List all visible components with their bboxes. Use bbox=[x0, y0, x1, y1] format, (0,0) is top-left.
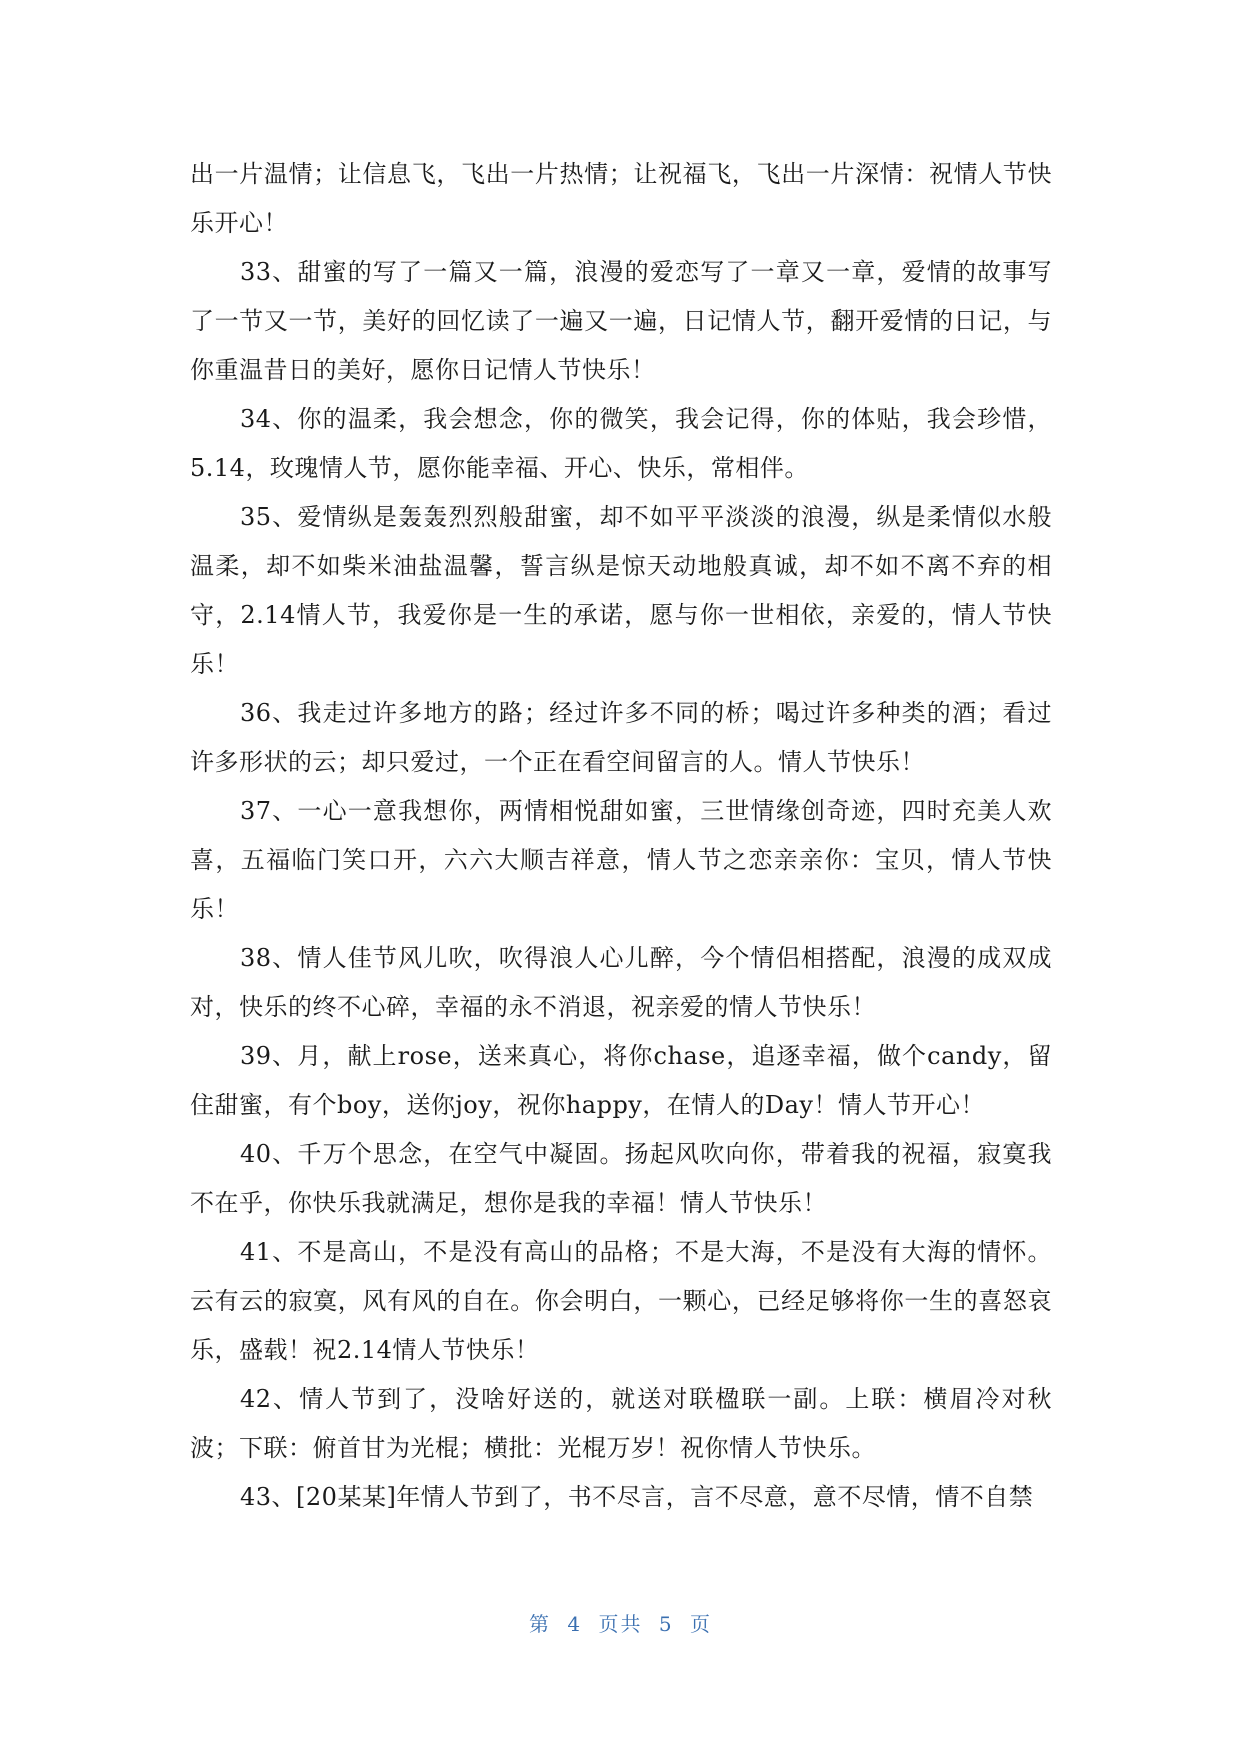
paragraph: 35、爱情纵是轰轰烈烈般甜蜜，却不如平平淡淡的浪漫，纵是柔情似水般温柔，却不如柴米油盐温馨，誓言纵是惊天动地般真诚，却不如不离不弃的相守，2.14情人节，我爱你是一生的承诺，愿与你一世相依，亲爱的，情人节快乐！ bbox=[190, 503, 1052, 678]
paragraph: 出一片温情；让信息飞，飞出一片热情；让祝福飞，飞出一片深情：祝情人节快乐开心！ bbox=[190, 160, 1052, 237]
total-pages-number: 5 bbox=[658, 1612, 674, 1636]
paragraph: 34、你的温柔，我会想念，你的微笑，我会记得，你的体贴，我会珍惜，5.14，玫瑰情人节，愿你能幸福、开心、快乐，常相伴。 bbox=[190, 405, 1052, 482]
footer-suffix: 页 bbox=[689, 1612, 712, 1636]
paragraph: 33、甜蜜的写了一篇又一篇，浪漫的爱恋写了一章又一章，爱情的故事写了一节又一节，美好的回忆读了一遍又一遍，日记情人节，翻开爱情的日记，与你重温昔日的美好，愿你日记情人节快乐！ bbox=[190, 258, 1052, 384]
paragraph: 40、千万个思念，在空气中凝固。扬起风吹向你，带着我的祝福，寂寞我不在乎，你快乐我就满足，想你是我的幸福！情人节快乐！ bbox=[190, 1140, 1052, 1217]
paragraph: 36、我走过许多地方的路；经过许多不同的桥；喝过许多种类的酒；看过许多形状的云；却只爱过，一个正在看空间留言的人。情人节快乐！ bbox=[190, 699, 1052, 776]
paragraph: 38、情人佳节风儿吹，吹得浪人心儿醉，今个情侣相搭配，浪漫的成双成对，快乐的终不心碎，幸福的永不消退，祝亲爱的情人节快乐！ bbox=[190, 944, 1052, 1021]
paragraph: 39、月，献上rose，送来真心，将你chase，追逐幸福，做个candy，留住甜蜜，有个boy，送你joy，祝你happy，在情人的Day！情人节开心！ bbox=[190, 1042, 1052, 1119]
footer-prefix: 第 bbox=[529, 1612, 552, 1636]
paragraph: 37、一心一意我想你，两情相悦甜如蜜，三世情缘创奇迹，四时充美人欢喜，五福临门笑口开，六六大顺吉祥意，情人节之恋亲亲你：宝贝，情人节快乐！ bbox=[190, 797, 1052, 923]
paragraph: 42、情人节到了，没啥好送的，就送对联楹联一副。上联：横眉冷对秋波；下联：俯首甘为光棍；横批：光棍万岁！祝你情人节快乐。 bbox=[190, 1385, 1052, 1462]
footer-middle: 页共 bbox=[598, 1612, 643, 1636]
paragraph: 41、不是高山，不是没有高山的品格；不是大海，不是没有大海的情怀。云有云的寂寞，风有风的自在。你会明白，一颗心，已经足够将你一生的喜怒哀乐，盛载！祝2.14情人节快乐！ bbox=[190, 1238, 1052, 1364]
paragraph: 43、[20某某]年情人节到了，书不尽言，言不尽意，意不尽情，情不自禁 bbox=[240, 1483, 1034, 1511]
document-body bbox=[190, 150, 1052, 1522]
page-footer bbox=[0, 1608, 1241, 1637]
current-page-number: 4 bbox=[567, 1612, 583, 1636]
